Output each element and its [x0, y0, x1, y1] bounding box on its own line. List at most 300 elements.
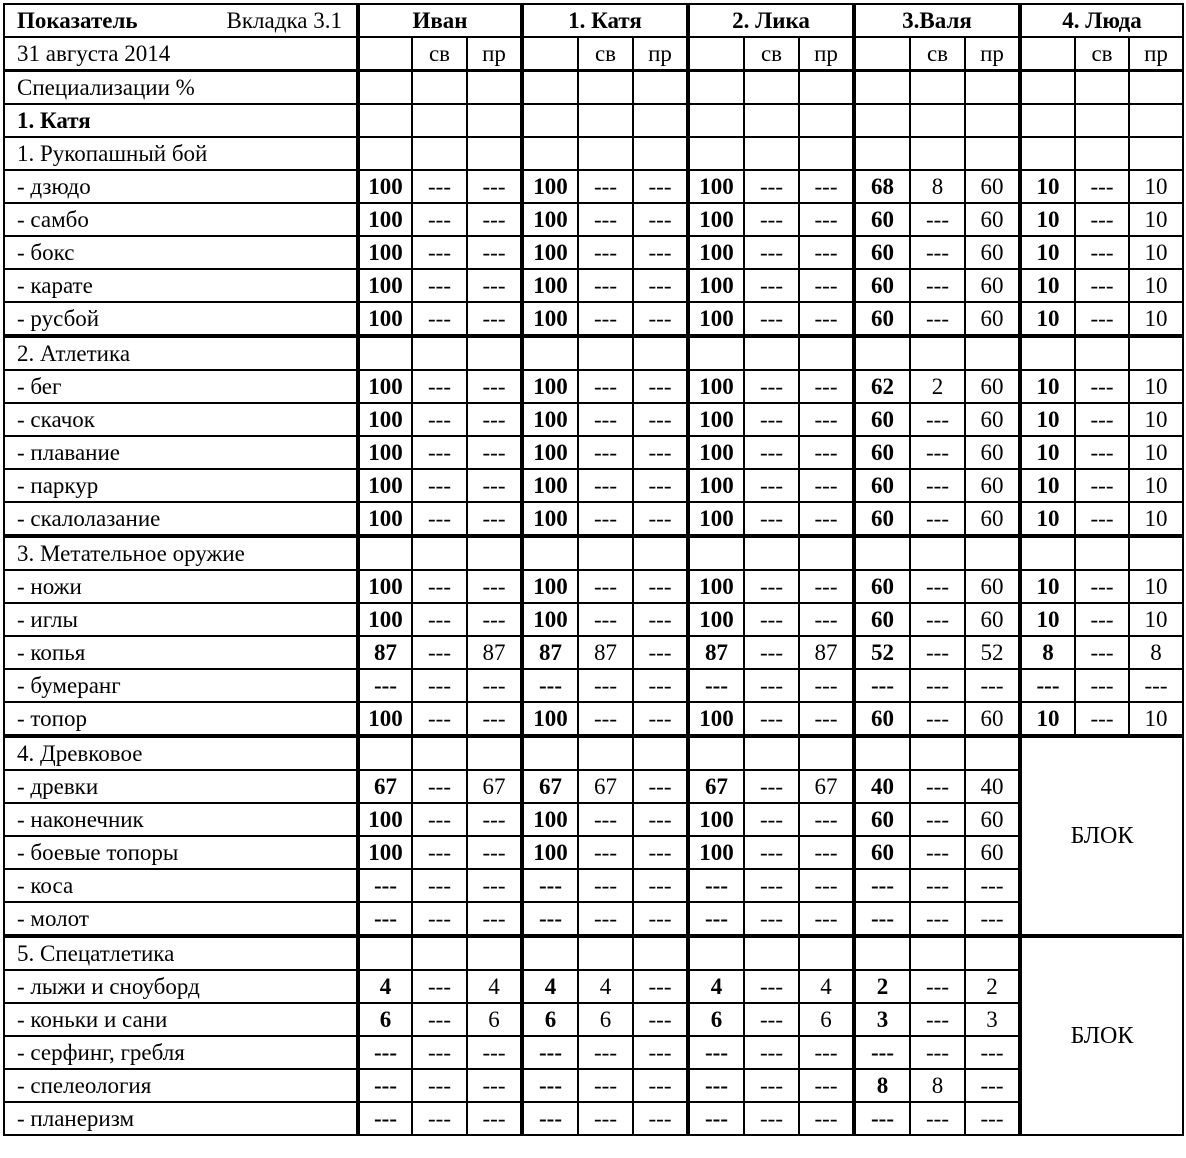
table-row: [4, 603, 1183, 636]
row-label: - копья: [4, 636, 358, 669]
sub-header-sv: св: [578, 37, 633, 71]
value-cell-sv: ---: [1075, 603, 1129, 636]
value-cell-total: [1020, 71, 1075, 105]
value-cell-sv: 2: [910, 370, 965, 403]
value-cell-sv: ---: [578, 836, 633, 869]
value-cell-sv: ---: [910, 970, 965, 1003]
value-cell-total: 100: [358, 170, 412, 203]
row-label: - наконечник: [4, 803, 358, 836]
value-cell-pr: 60: [965, 170, 1020, 203]
value-cell-sv: [412, 336, 467, 370]
value-cell-total: ---: [522, 902, 578, 936]
value-cell-total: ---: [522, 1102, 578, 1135]
value-cell-sv: ---: [578, 502, 633, 536]
row-label: 4. Древковое: [4, 736, 358, 770]
value-cell-total: ---: [522, 1036, 578, 1069]
value-cell-total: 10: [1020, 236, 1075, 269]
table-row: [4, 71, 1183, 105]
person-header: 1. Катя: [522, 4, 688, 37]
row-label: - русбой: [4, 302, 358, 336]
value-cell-pr: [633, 71, 688, 105]
value-cell-sv: ---: [578, 902, 633, 936]
value-cell-total: [688, 71, 744, 105]
value-cell-total: [522, 936, 578, 970]
value-cell-pr: ---: [467, 436, 522, 469]
value-cell-total: 40: [854, 770, 910, 803]
value-cell-pr: ---: [467, 669, 522, 702]
value-cell-pr: [633, 104, 688, 137]
value-cell-sv: ---: [412, 803, 467, 836]
value-cell-sv: ---: [744, 403, 799, 436]
value-cell-sv: ---: [744, 970, 799, 1003]
value-cell-pr: ---: [633, 269, 688, 302]
table-row: [4, 370, 1183, 403]
value-cell-pr: ---: [467, 269, 522, 302]
value-cell-pr: ---: [799, 370, 854, 403]
value-cell-sv: [412, 71, 467, 105]
value-cell-total: 100: [358, 702, 412, 736]
value-cell-total: 68: [854, 170, 910, 203]
value-cell-sv: [744, 736, 799, 770]
value-cell-total: [1020, 536, 1075, 570]
value-cell-sv: ---: [578, 236, 633, 269]
value-cell-total: 2: [854, 970, 910, 1003]
value-cell-pr: 87: [799, 636, 854, 669]
value-cell-sv: [910, 536, 965, 570]
value-cell-total: 100: [358, 469, 412, 502]
value-cell-total: 100: [688, 170, 744, 203]
value-cell-sv: ---: [578, 669, 633, 702]
row-label: - карате: [4, 269, 358, 302]
value-cell-total: 100: [522, 269, 578, 302]
header-row-subcolumns: [4, 37, 1183, 71]
value-cell-pr: 60: [965, 436, 1020, 469]
value-cell-sv: ---: [1075, 669, 1129, 702]
value-cell-pr: [965, 137, 1020, 170]
value-cell-sv: ---: [910, 403, 965, 436]
value-cell-pr: ---: [799, 203, 854, 236]
value-cell-sv: [910, 137, 965, 170]
value-cell-pr: ---: [467, 236, 522, 269]
table-row: [4, 502, 1183, 536]
person-header: 2. Лика: [688, 4, 854, 37]
value-cell-sv: ---: [910, 1036, 965, 1069]
value-cell-total: ---: [358, 869, 412, 902]
value-cell-total: 60: [854, 302, 910, 336]
value-cell-total: 3: [854, 1003, 910, 1036]
value-cell-pr: ---: [633, 1003, 688, 1036]
value-cell-sv: ---: [744, 203, 799, 236]
value-cell-pr: ---: [633, 902, 688, 936]
value-cell-sv: [578, 736, 633, 770]
value-cell-pr: ---: [633, 836, 688, 869]
value-cell-pr: ---: [633, 970, 688, 1003]
value-cell-sv: ---: [412, 1036, 467, 1069]
sub-header-sv: св: [744, 37, 799, 71]
value-cell-total: 67: [688, 770, 744, 803]
row-label: - бумеранг: [4, 669, 358, 702]
value-cell-sv: ---: [412, 636, 467, 669]
value-cell-pr: 10: [1129, 170, 1183, 203]
value-cell-total: ---: [854, 869, 910, 902]
row-label: - молот: [4, 902, 358, 936]
value-cell-total: ---: [358, 669, 412, 702]
value-cell-pr: ---: [633, 436, 688, 469]
row-label: 1. Рукопашный бой: [4, 137, 358, 170]
value-cell-sv: ---: [744, 1003, 799, 1036]
value-cell-pr: [633, 336, 688, 370]
value-cell-total: 10: [1020, 469, 1075, 502]
block-cell: БЛОК: [1020, 736, 1183, 936]
value-cell-pr: 10: [1129, 570, 1183, 603]
value-cell-sv: ---: [1075, 203, 1129, 236]
value-cell-sv: ---: [910, 502, 965, 536]
value-cell-total: [854, 336, 910, 370]
value-cell-sv: ---: [578, 1069, 633, 1102]
value-cell-pr: ---: [467, 370, 522, 403]
value-cell-pr: ---: [467, 869, 522, 902]
value-cell-total: [854, 736, 910, 770]
data-table: [3, 3, 1184, 1136]
value-cell-total: ---: [358, 902, 412, 936]
value-cell-sv: [1075, 104, 1129, 137]
value-cell-total: 4: [688, 970, 744, 1003]
value-cell-total: 60: [854, 436, 910, 469]
value-cell-sv: [578, 71, 633, 105]
value-cell-total: 100: [522, 469, 578, 502]
value-cell-total: 100: [522, 203, 578, 236]
value-cell-total: 100: [522, 170, 578, 203]
value-cell-sv: ---: [744, 1069, 799, 1102]
value-cell-pr: 10: [1129, 203, 1183, 236]
value-cell-total: 100: [688, 469, 744, 502]
table-row: [4, 536, 1183, 570]
value-cell-total: 87: [688, 636, 744, 669]
value-cell-sv: ---: [1075, 170, 1129, 203]
table-row: [4, 902, 1183, 936]
value-cell-total: [688, 536, 744, 570]
value-cell-pr: [799, 137, 854, 170]
value-cell-sv: ---: [578, 370, 633, 403]
value-cell-pr: ---: [799, 702, 854, 736]
value-cell-pr: ---: [965, 902, 1020, 936]
value-cell-total: 67: [522, 770, 578, 803]
value-cell-pr: [467, 104, 522, 137]
value-cell-pr: ---: [799, 469, 854, 502]
row-label: 1. Катя: [4, 104, 358, 137]
value-cell-pr: [799, 104, 854, 137]
value-cell-sv: [744, 336, 799, 370]
value-cell-pr: 6: [799, 1003, 854, 1036]
value-cell-sv: ---: [910, 836, 965, 869]
value-cell-sv: ---: [412, 902, 467, 936]
value-cell-pr: ---: [633, 669, 688, 702]
value-cell-total: 100: [688, 370, 744, 403]
person-header: Иван: [358, 4, 522, 37]
value-cell-sv: ---: [910, 770, 965, 803]
value-cell-total: 60: [854, 469, 910, 502]
row-label: - серфинг, гребля: [4, 1036, 358, 1069]
sub-header-sv: св: [910, 37, 965, 71]
row-label: 5. Спецатлетика: [4, 936, 358, 970]
value-cell-pr: ---: [467, 203, 522, 236]
value-cell-sv: ---: [1075, 502, 1129, 536]
value-cell-pr: ---: [633, 1102, 688, 1135]
indicator-label: Показатель: [17, 8, 138, 33]
value-cell-total: 60: [854, 570, 910, 603]
value-cell-sv: ---: [412, 436, 467, 469]
value-cell-pr: ---: [633, 770, 688, 803]
value-cell-sv: ---: [412, 1102, 467, 1135]
value-cell-total: 100: [688, 302, 744, 336]
row-label: - коса: [4, 869, 358, 902]
value-cell-sv: ---: [578, 803, 633, 836]
value-cell-pr: 10: [1129, 236, 1183, 269]
value-cell-sv: ---: [412, 702, 467, 736]
value-cell-pr: ---: [633, 1069, 688, 1102]
value-cell-pr: 6: [467, 1003, 522, 1036]
value-cell-sv: ---: [744, 636, 799, 669]
table-row: [4, 469, 1183, 502]
value-cell-total: 60: [854, 502, 910, 536]
row-label: 3. Метательное оружие: [4, 536, 358, 570]
value-cell-total: ---: [854, 669, 910, 702]
value-cell-total: 100: [688, 603, 744, 636]
value-cell-pr: ---: [633, 502, 688, 536]
value-cell-pr: [467, 536, 522, 570]
value-cell-sv: [1075, 336, 1129, 370]
value-cell-sv: ---: [578, 702, 633, 736]
row-label: - самбо: [4, 203, 358, 236]
value-cell-pr: ---: [633, 869, 688, 902]
value-cell-pr: ---: [467, 836, 522, 869]
value-cell-total: 100: [358, 236, 412, 269]
value-cell-sv: ---: [1075, 702, 1129, 736]
value-cell-sv: ---: [1075, 436, 1129, 469]
value-cell-pr: ---: [799, 836, 854, 869]
value-cell-sv: ---: [578, 269, 633, 302]
value-cell-pr: 3: [965, 1003, 1020, 1036]
value-cell-sv: [910, 736, 965, 770]
value-cell-total: 100: [688, 269, 744, 302]
value-cell-pr: 60: [965, 502, 1020, 536]
sub-header-sv: св: [412, 37, 467, 71]
value-cell-sv: [412, 536, 467, 570]
value-cell-sv: 87: [578, 636, 633, 669]
table-row: [4, 1003, 1183, 1036]
value-cell-total: ---: [1020, 669, 1075, 702]
value-cell-total: 6: [688, 1003, 744, 1036]
value-cell-total: 100: [522, 370, 578, 403]
table-row: [4, 436, 1183, 469]
value-cell-pr: ---: [799, 603, 854, 636]
value-cell-total: [688, 336, 744, 370]
value-cell-pr: ---: [633, 403, 688, 436]
value-cell-total: 10: [1020, 370, 1075, 403]
value-cell-sv: ---: [1075, 269, 1129, 302]
row-label: - боевые топоры: [4, 836, 358, 869]
value-cell-total: 100: [522, 436, 578, 469]
value-cell-total: 100: [358, 803, 412, 836]
value-cell-pr: ---: [799, 236, 854, 269]
table-row: [4, 736, 1183, 770]
value-cell-pr: [965, 336, 1020, 370]
value-cell-total: 100: [688, 803, 744, 836]
value-cell-total: 100: [688, 570, 744, 603]
sub-header-pr: пр: [467, 37, 522, 71]
table-row: [4, 1102, 1183, 1135]
value-cell-pr: [1129, 104, 1183, 137]
table-row: [4, 336, 1183, 370]
value-cell-total: 100: [358, 269, 412, 302]
value-cell-pr: 10: [1129, 603, 1183, 636]
value-cell-total: ---: [358, 1102, 412, 1135]
value-cell-sv: ---: [412, 469, 467, 502]
table-row: [4, 570, 1183, 603]
value-cell-sv: ---: [744, 236, 799, 269]
value-cell-total: 100: [688, 836, 744, 869]
row-label: - лыжи и сноуборд: [4, 970, 358, 1003]
value-cell-sv: ---: [412, 302, 467, 336]
value-cell-total: 100: [688, 203, 744, 236]
row-label: - бокс: [4, 236, 358, 269]
value-cell-sv: ---: [412, 1003, 467, 1036]
value-cell-total: 10: [1020, 302, 1075, 336]
value-cell-total: [1020, 104, 1075, 137]
value-cell-total: [358, 736, 412, 770]
value-cell-sv: ---: [744, 902, 799, 936]
row-label: - древки: [4, 770, 358, 803]
value-cell-pr: ---: [965, 669, 1020, 702]
value-cell-pr: ---: [965, 1036, 1020, 1069]
value-cell-sv: 8: [910, 1069, 965, 1102]
value-cell-pr: [965, 536, 1020, 570]
value-cell-sv: [412, 736, 467, 770]
table-row: [4, 302, 1183, 336]
value-cell-sv: ---: [412, 236, 467, 269]
row-label: - иглы: [4, 603, 358, 636]
value-cell-pr: 60: [965, 803, 1020, 836]
value-cell-total: ---: [358, 1036, 412, 1069]
row-label: - скалолазание: [4, 502, 358, 536]
value-cell-sv: ---: [578, 203, 633, 236]
table-row: [4, 203, 1183, 236]
value-cell-total: 100: [358, 436, 412, 469]
value-cell-sv: ---: [578, 436, 633, 469]
table-row: [4, 702, 1183, 736]
value-cell-total: ---: [522, 669, 578, 702]
value-cell-total: 6: [358, 1003, 412, 1036]
value-cell-pr: ---: [467, 1036, 522, 1069]
value-cell-sv: ---: [744, 836, 799, 869]
value-cell-pr: ---: [799, 570, 854, 603]
value-cell-pr: ---: [467, 603, 522, 636]
value-cell-pr: ---: [467, 170, 522, 203]
value-cell-sv: ---: [744, 370, 799, 403]
value-cell-pr: [467, 336, 522, 370]
value-cell-total: [358, 536, 412, 570]
sub-header-sv: св: [1075, 37, 1129, 71]
value-cell-pr: ---: [467, 469, 522, 502]
sub-header-total: [688, 37, 744, 71]
value-cell-sv: ---: [910, 436, 965, 469]
value-cell-pr: 60: [965, 236, 1020, 269]
table-row: [4, 936, 1183, 970]
value-cell-total: 10: [1020, 702, 1075, 736]
row-label: - спелеология: [4, 1069, 358, 1102]
value-cell-sv: ---: [412, 603, 467, 636]
table-row: [4, 236, 1183, 269]
value-cell-total: 100: [358, 502, 412, 536]
value-cell-pr: ---: [633, 236, 688, 269]
value-cell-sv: ---: [744, 570, 799, 603]
value-cell-total: 100: [358, 370, 412, 403]
value-cell-sv: ---: [910, 603, 965, 636]
value-cell-pr: ---: [799, 502, 854, 536]
value-cell-sv: ---: [1075, 370, 1129, 403]
value-cell-total: [688, 736, 744, 770]
value-cell-total: 100: [522, 502, 578, 536]
value-cell-pr: ---: [633, 302, 688, 336]
value-cell-pr: 60: [965, 469, 1020, 502]
value-cell-total: [358, 104, 412, 137]
value-cell-pr: ---: [799, 803, 854, 836]
value-cell-pr: [467, 71, 522, 105]
table-row: [4, 104, 1183, 137]
value-cell-total: 100: [688, 236, 744, 269]
value-cell-sv: [412, 936, 467, 970]
value-cell-total: 4: [358, 970, 412, 1003]
sub-header-pr: пр: [799, 37, 854, 71]
sub-header-pr: пр: [1129, 37, 1183, 71]
value-cell-sv: ---: [910, 1102, 965, 1135]
value-cell-pr: ---: [633, 469, 688, 502]
value-cell-total: ---: [358, 1069, 412, 1102]
value-cell-total: ---: [688, 1069, 744, 1102]
value-cell-sv: ---: [578, 170, 633, 203]
value-cell-total: 60: [854, 403, 910, 436]
value-cell-sv: ---: [910, 669, 965, 702]
row-label: - топор: [4, 702, 358, 736]
value-cell-sv: ---: [412, 669, 467, 702]
value-cell-sv: ---: [910, 1003, 965, 1036]
value-cell-pr: 10: [1129, 436, 1183, 469]
value-cell-sv: ---: [910, 702, 965, 736]
value-cell-pr: ---: [467, 403, 522, 436]
value-cell-sv: ---: [412, 570, 467, 603]
value-cell-total: 10: [1020, 203, 1075, 236]
value-cell-total: 100: [358, 203, 412, 236]
value-cell-sv: ---: [1075, 302, 1129, 336]
value-cell-pr: 60: [965, 203, 1020, 236]
value-cell-total: 60: [854, 236, 910, 269]
value-cell-sv: ---: [1075, 236, 1129, 269]
value-cell-sv: ---: [578, 1102, 633, 1135]
value-cell-pr: ---: [467, 902, 522, 936]
table-row: [4, 669, 1183, 702]
value-cell-total: 100: [522, 803, 578, 836]
value-cell-total: [358, 137, 412, 170]
value-cell-pr: 60: [965, 403, 1020, 436]
value-cell-sv: ---: [744, 869, 799, 902]
value-cell-sv: ---: [910, 636, 965, 669]
value-cell-total: [688, 137, 744, 170]
value-cell-sv: ---: [744, 302, 799, 336]
value-cell-total: [522, 536, 578, 570]
value-cell-total: ---: [688, 1036, 744, 1069]
value-cell-sv: [578, 336, 633, 370]
value-cell-total: [358, 71, 412, 105]
